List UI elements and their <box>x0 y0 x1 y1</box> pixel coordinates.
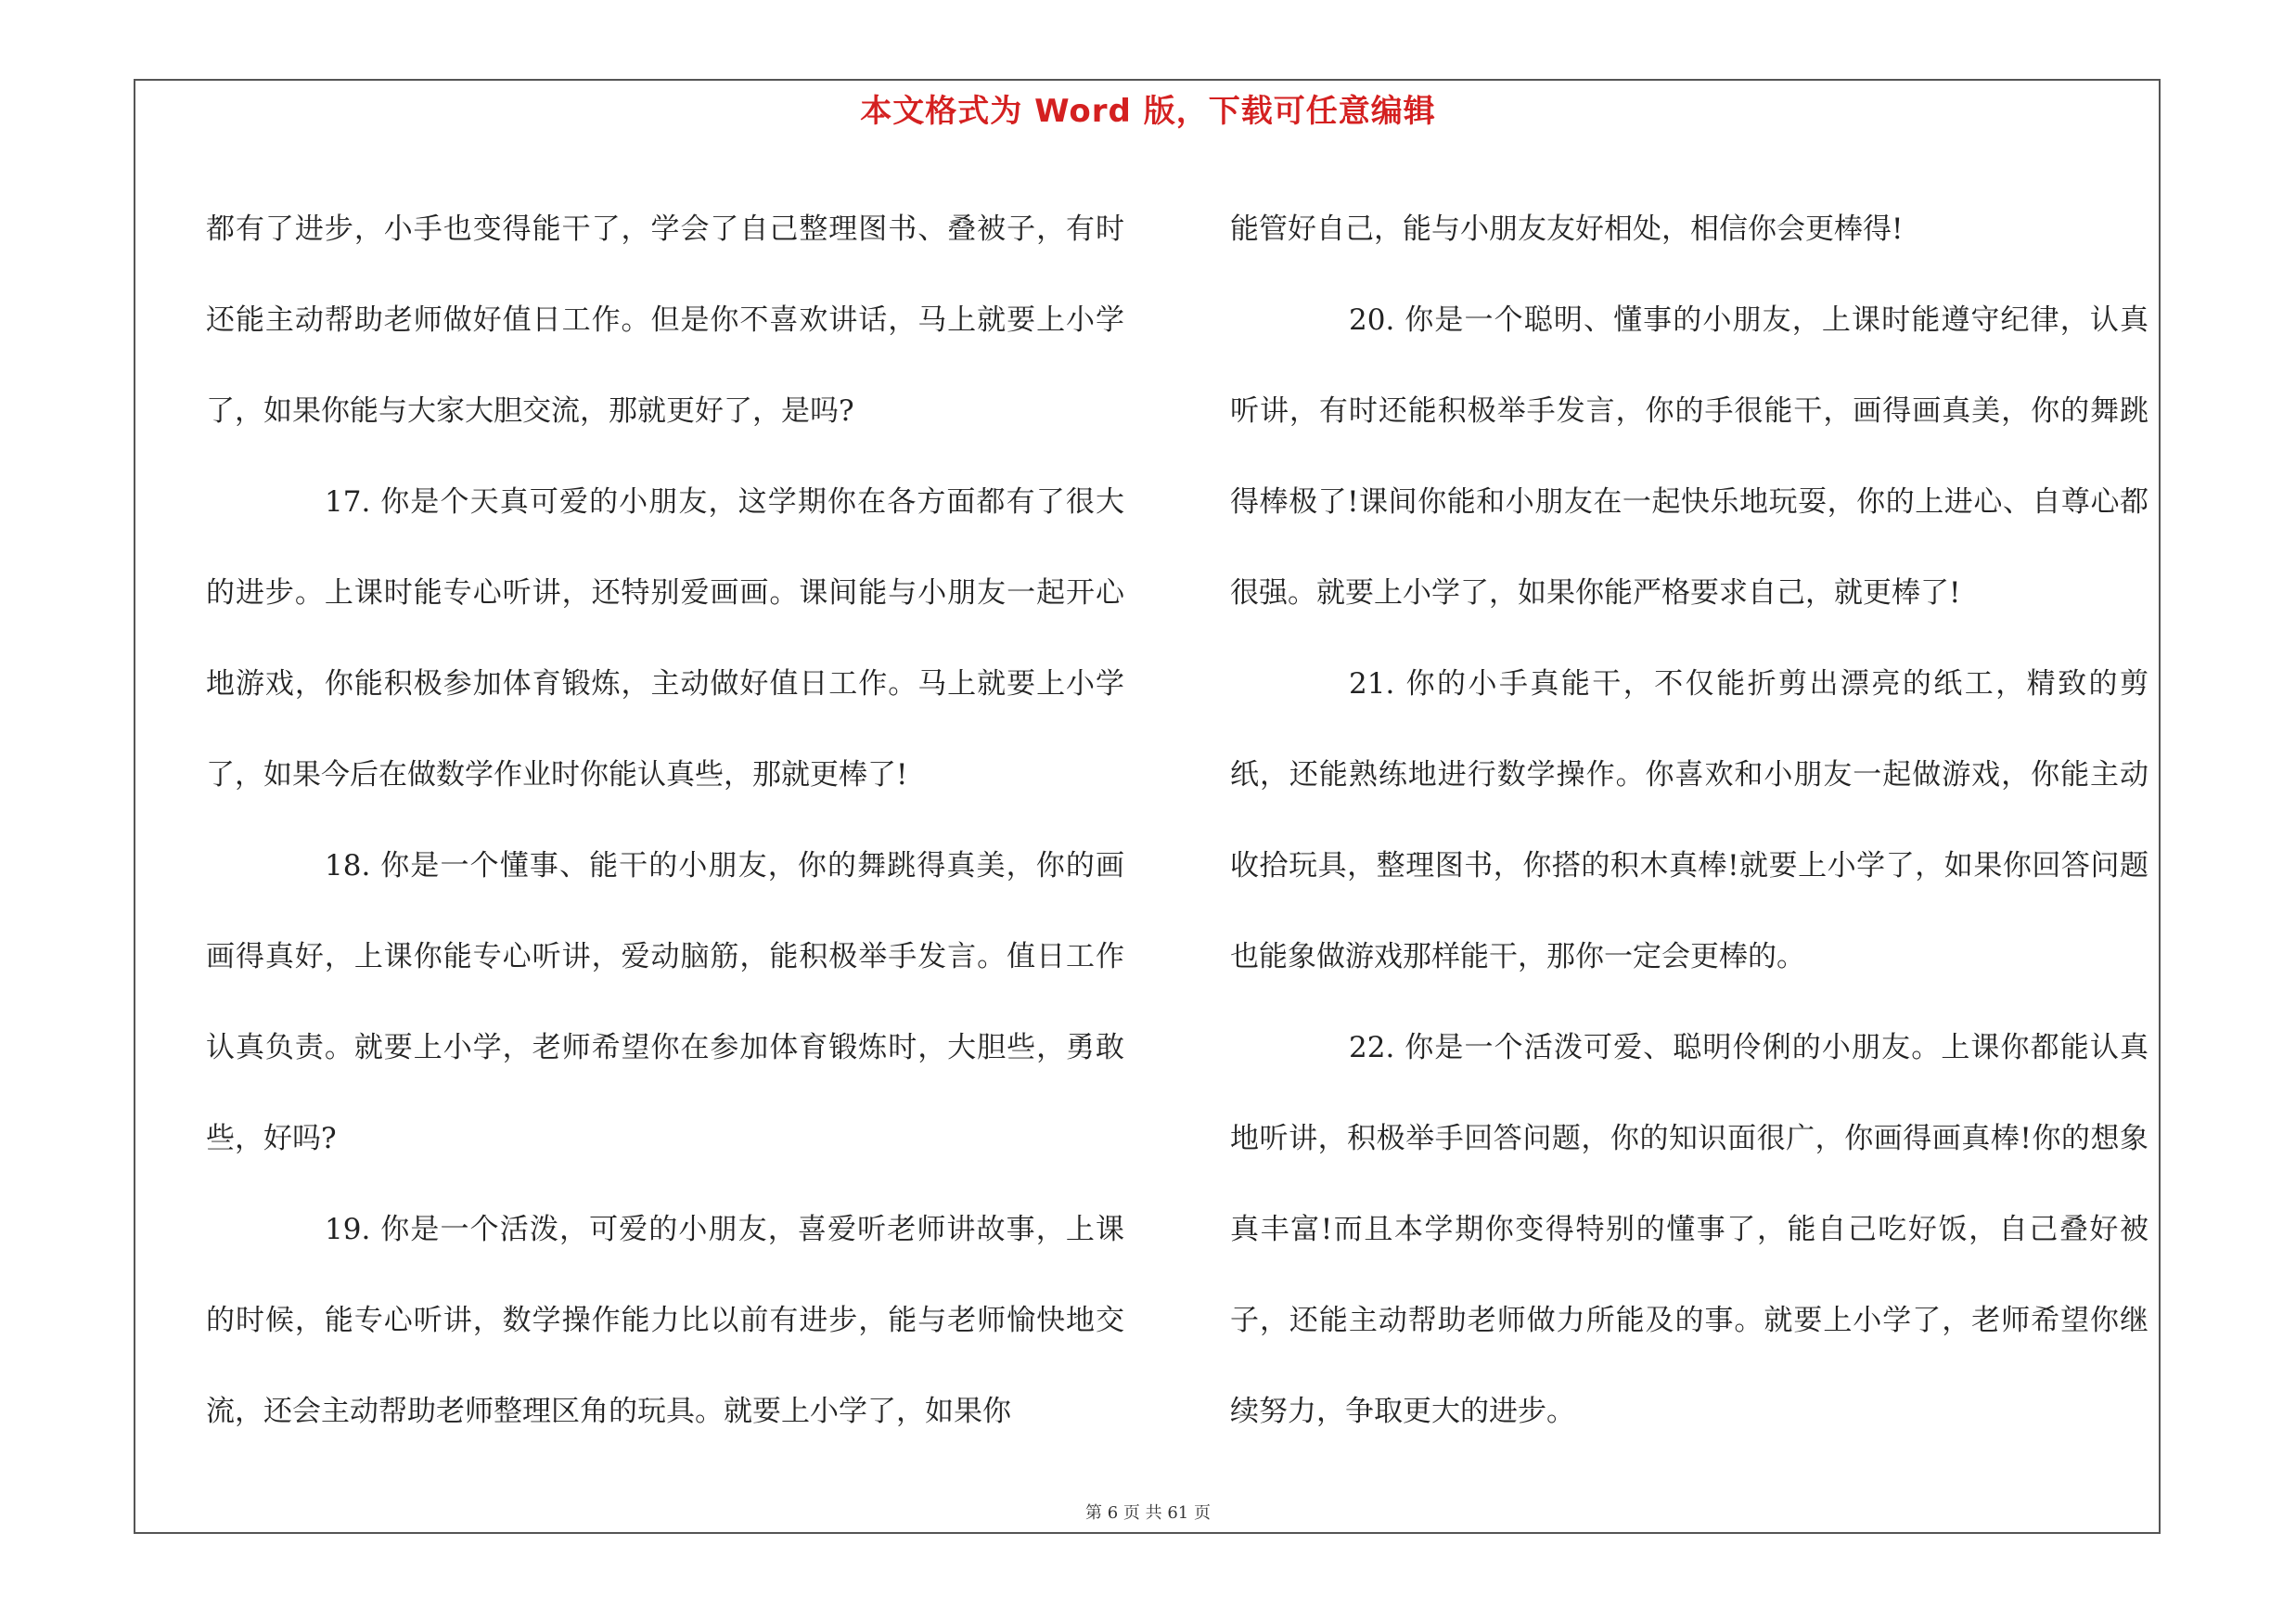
paragraph-17: 17. 你是个天真可爱的小朋友，这学期你在各方面都有了很大的进步。上课时能专心听讲，还特别爱画画。课间能与小朋友一起开心地游戏，你能积极参加体育锻炼，主动做好值日工作。马上就要上小学了，如果今后在做数学作业时你能认真些，那就更棒了! <box>206 485 1124 792</box>
paragraph-continuation: 都有了进步，小手也变得能干了，学会了自己整理图书、叠被子，有时还能主动帮助老师做好值日工作。但是你不喜欢讲话，马上就要上小学了，如果你能与大家大胆交流，那就更好了，是吗? <box>206 213 1124 428</box>
paragraph-19-continuation: 能管好自己，能与小朋友友好相处，相信你会更棒得! <box>1230 213 1904 246</box>
right-column <box>1230 184 2148 1457</box>
paragraph-19: 19. 你是一个活泼，可爱的小朋友，喜爱听老师讲故事，上课的时候，能专心听讲，数学操作能力比以前有进步，能与老师愉快地交流，还会主动帮助老师整理区角的玩具。就要上小学了，如果你 <box>206 1213 1124 1428</box>
paragraph-21: 21. 你的小手真能干，不仅能折剪出漂亮的纸工，精致的剪纸，还能熟练地进行数学操作。你喜欢和小朋友一起做游戏，你能主动收拾玩具，整理图书，你搭的积木真棒!就要上小学了，如果你回答问题也能象做游戏那样能干，那你一定会更棒的。 <box>1230 667 2148 973</box>
left-column <box>206 184 1124 1457</box>
paragraph-20: 20. 你是一个聪明、懂事的小朋友，上课时能遵守纪律，认真听讲，有时还能积极举手发言，你的手很能干，画得画真美，你的舞跳得棒极了!课间你能和小朋友在一起快乐地玩耍，你的上进心、自尊心都很强。就要上小学了，如果你能严格要求自己，就更棒了! <box>1230 303 2148 610</box>
paragraph-18: 18. 你是一个懂事、能干的小朋友，你的舞跳得真美，你的画画得真好，上课你能专心听讲，爱动脑筋，能积极举手发言。值日工作认真负责。就要上小学，老师希望你在参加体育锻炼时，大胆些，勇敢些，好吗? <box>206 849 1124 1155</box>
header-banner: 本文格式为 Word 版，下载可任意编辑 <box>860 93 1436 130</box>
paragraph-22: 22. 你是一个活泼可爱、聪明伶俐的小朋友。上课你都能认真地听讲，积极举手回答问题，你的知识面很广，你画得画真棒!你的想象真丰富!而且本学期你变得特别的懂事了，能自己吃好饭，自己叠好被子，还能主动帮助老师做力所能及的事。就要上小学了，老师希望你继续努力，争取更大的进步。 <box>1230 1031 2148 1428</box>
page-number: 第 6 页 共 61 页 <box>1085 1503 1211 1523</box>
